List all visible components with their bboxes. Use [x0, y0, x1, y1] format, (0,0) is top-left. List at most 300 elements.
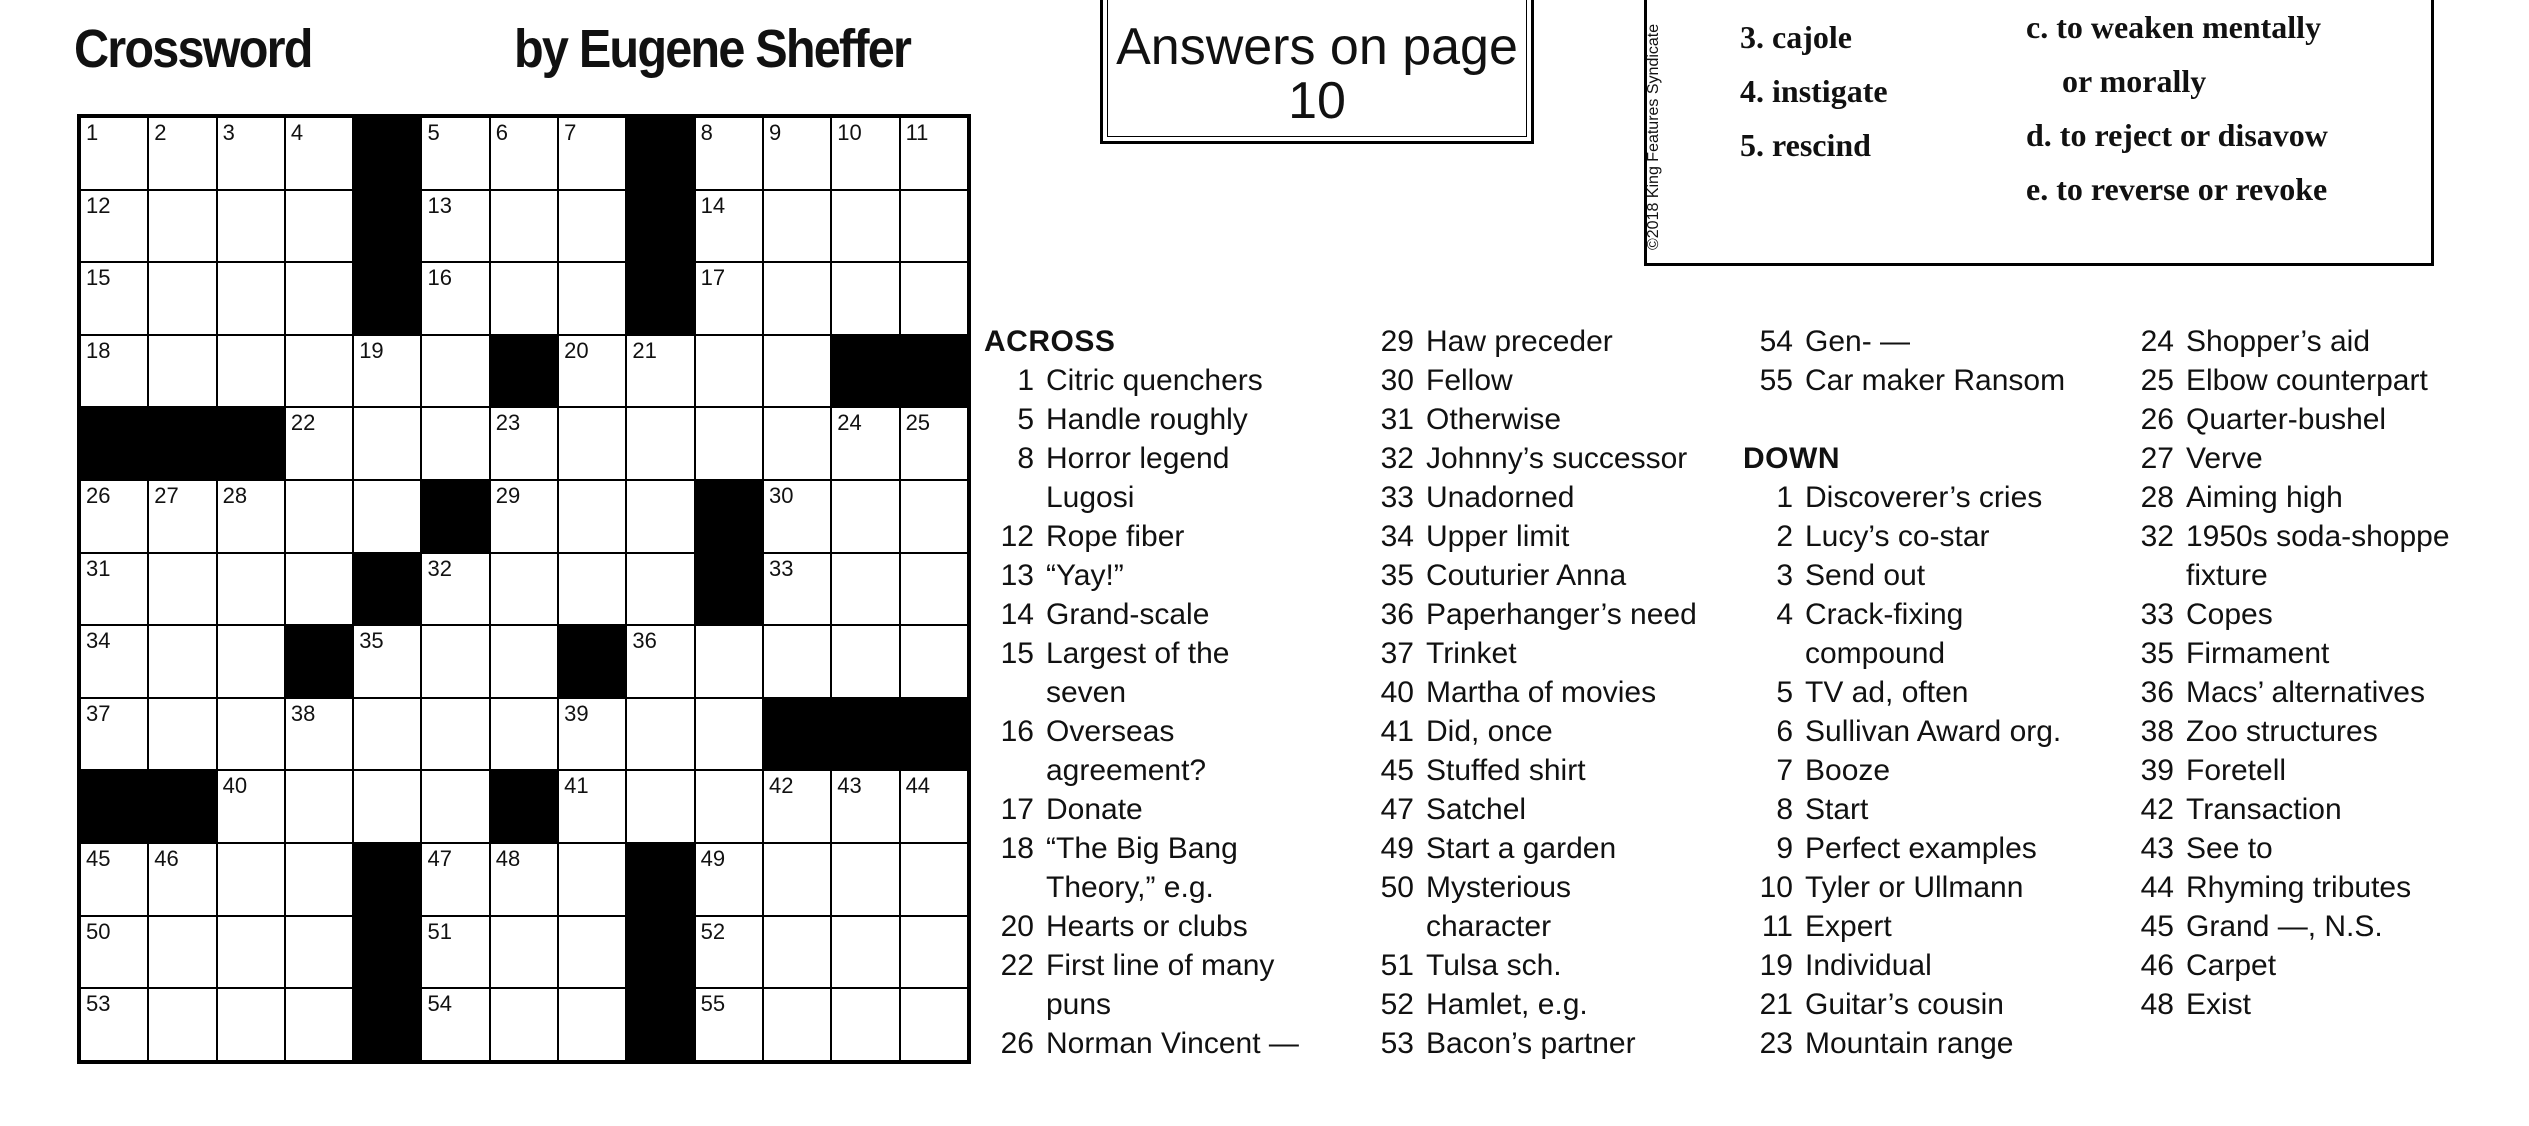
clue-number: 16: [1000, 715, 1034, 748]
grid-cell[interactable]: [148, 988, 216, 1061]
clue-item: [2124, 634, 2524, 673]
grid-cell[interactable]: [148, 843, 216, 916]
grid-cell[interactable]: [558, 262, 626, 335]
grid-cell[interactable]: [353, 480, 421, 553]
grid-cell[interactable]: [285, 117, 353, 190]
clue-text: Sullivan Award org.: [1805, 715, 2062, 748]
grid-cell[interactable]: [695, 770, 763, 843]
clue-text: Unadorned: [1426, 481, 1575, 514]
cell-number: 18: [86, 337, 111, 363]
clue-item: [984, 595, 1344, 634]
clue-number: [1364, 907, 1414, 946]
clue-number: 47: [1380, 793, 1414, 826]
clue-number: 37: [1380, 637, 1414, 670]
vocab-word: 4. instigate: [1740, 73, 1888, 109]
grid-cell[interactable]: [80, 916, 148, 989]
clue-text: Crack-fixing: [1805, 598, 1964, 631]
clue-text: Hamlet, e.g.: [1426, 988, 1588, 1021]
grid-cell[interactable]: [285, 916, 353, 989]
clue-item: [984, 712, 1344, 751]
grid-cell[interactable]: [285, 553, 353, 626]
clue-number: 36: [2140, 676, 2174, 709]
grid-cell[interactable]: [148, 335, 216, 408]
clue-text: Carpet: [2186, 949, 2277, 982]
grid-cell[interactable]: [148, 117, 216, 190]
cell-number: 17: [700, 265, 726, 291]
grid-cell[interactable]: [695, 698, 763, 771]
grid-cell[interactable]: [558, 553, 626, 626]
grid-cell[interactable]: [900, 770, 968, 843]
grid-cell[interactable]: [353, 770, 421, 843]
grid-cell[interactable]: [831, 553, 899, 626]
clue-number: 21: [1759, 988, 1793, 1021]
grid-cell[interactable]: [80, 117, 148, 190]
clue-text: 1950s soda-shoppe: [2186, 520, 2450, 553]
clue-number: [984, 673, 1034, 712]
grid-cell[interactable]: [217, 770, 285, 843]
clue-item: [1743, 790, 2113, 829]
grid-cell[interactable]: [217, 262, 285, 335]
black-square: [831, 335, 899, 408]
grid-cell[interactable]: [558, 698, 626, 771]
clue-text: Martha of movies: [1426, 676, 1657, 709]
grid-cell[interactable]: [763, 335, 831, 408]
grid-cell[interactable]: [558, 407, 626, 480]
black-square: [285, 625, 353, 698]
black-square: [148, 770, 216, 843]
grid-cell[interactable]: [626, 407, 694, 480]
grid-cell[interactable]: [490, 262, 558, 335]
grid-cell[interactable]: [695, 843, 763, 916]
grid-cell[interactable]: [831, 625, 899, 698]
grid-cell[interactable]: [421, 117, 489, 190]
black-square: [900, 698, 968, 771]
clue-item: [2124, 517, 2524, 556]
grid-cell[interactable]: [695, 262, 763, 335]
clue-item: [984, 400, 1344, 439]
grid-cell[interactable]: [285, 262, 353, 335]
clue-item: [984, 985, 1344, 1024]
grid-cell[interactable]: [831, 770, 899, 843]
grid-cell[interactable]: [148, 262, 216, 335]
clue-number: 43: [2140, 832, 2174, 865]
cell-number: 51: [427, 918, 452, 944]
grid-cell[interactable]: [763, 117, 831, 190]
grid-cell[interactable]: [421, 698, 489, 771]
clue-number: 32: [1380, 442, 1414, 475]
clue-text: Start a garden: [1426, 832, 1617, 865]
grid-cell[interactable]: [900, 480, 968, 553]
clue-item: [1743, 322, 2113, 361]
clue-number: 19: [1759, 949, 1793, 982]
black-square: [558, 625, 626, 698]
clue-number: 15: [1000, 637, 1034, 670]
grid-cell[interactable]: [285, 698, 353, 771]
clue-number: 3: [1776, 559, 1793, 592]
grid-cell[interactable]: [763, 553, 831, 626]
grid-cell[interactable]: [558, 480, 626, 553]
grid-cell[interactable]: [217, 988, 285, 1061]
grid-cell[interactable]: [490, 480, 558, 553]
grid-cell[interactable]: [217, 843, 285, 916]
clue-number: 7: [1776, 754, 1793, 787]
clue-item: [1364, 946, 1714, 985]
clue-item: [1364, 985, 1714, 1024]
clue-text: puns: [1046, 988, 1112, 1021]
cell-number: 20: [564, 337, 589, 363]
grid-cell[interactable]: [558, 117, 626, 190]
black-square: [626, 988, 694, 1061]
grid-cell[interactable]: [900, 988, 968, 1061]
clue-text: Haw preceder: [1426, 325, 1613, 358]
grid-cell[interactable]: [490, 117, 558, 190]
clue-text: Start: [1805, 793, 1869, 826]
cell-number: 3: [222, 120, 235, 145]
grid-cell[interactable]: [353, 698, 421, 771]
grid-cell[interactable]: [421, 770, 489, 843]
clue-text: Send out: [1805, 559, 1926, 592]
clue-item: [1364, 517, 1714, 556]
grid-cell[interactable]: [285, 988, 353, 1061]
clue-number: 51: [1380, 949, 1414, 982]
grid-cell[interactable]: [626, 553, 694, 626]
clue-text: Zoo structures: [2186, 715, 2378, 748]
clue-text: Copes: [2186, 598, 2273, 631]
grid-cell[interactable]: [285, 480, 353, 553]
clue-number: 30: [1380, 364, 1414, 397]
cell-number: 36: [632, 628, 657, 654]
clue-number: 50: [1380, 871, 1414, 904]
clue-number: 33: [2140, 598, 2174, 631]
grid-cell[interactable]: [148, 553, 216, 626]
grid-cell[interactable]: [900, 117, 968, 190]
cell-number: 44: [905, 773, 931, 799]
grid-cell[interactable]: [695, 407, 763, 480]
vocab-definitions: [2026, 0, 2328, 216]
grid-cell[interactable]: [285, 770, 353, 843]
clue-text: “Yay!”: [1046, 559, 1124, 592]
grid-cell[interactable]: [217, 625, 285, 698]
clue-item: [1743, 361, 2113, 400]
grid-cell[interactable]: [421, 988, 489, 1061]
grid-cell[interactable]: [900, 407, 968, 480]
clue-item: [2124, 868, 2524, 907]
grid-cell[interactable]: [558, 190, 626, 263]
grid-cell[interactable]: [490, 916, 558, 989]
cell-number: 41: [564, 773, 589, 799]
grid-cell[interactable]: [421, 625, 489, 698]
clue-text: Handle roughly: [1046, 403, 1248, 436]
black-square: [900, 335, 968, 408]
vocab-word: 5. rescind: [1740, 127, 1871, 163]
grid-cell[interactable]: [831, 988, 899, 1061]
cell-number: 10: [837, 120, 862, 145]
clue-number: 25: [2140, 364, 2174, 397]
clue-item: [2124, 907, 2524, 946]
cell-number: 25: [905, 410, 931, 436]
clues-column-4: [2124, 322, 2524, 1024]
clue-number: 23: [1759, 1027, 1793, 1060]
clue-item: [984, 439, 1344, 478]
copyright-notice: ©2018 King Features Syndicate: [1645, 23, 1662, 250]
clues-column-2: [1364, 322, 1714, 1063]
clue-number: 52: [1380, 988, 1414, 1021]
grid-cell[interactable]: [763, 262, 831, 335]
clue-item: [1364, 907, 1714, 946]
grid-cell[interactable]: [285, 335, 353, 408]
clue-number: [2124, 556, 2174, 595]
clue-text: Booze: [1805, 754, 1891, 787]
grid-cell[interactable]: [421, 335, 489, 408]
clue-number: [1743, 634, 1793, 673]
clue-text: Perfect examples: [1805, 832, 2037, 865]
grid-cell[interactable]: [421, 916, 489, 989]
clue-text: Exist: [2186, 988, 2252, 1021]
grid-cell[interactable]: [353, 407, 421, 480]
grid-cell[interactable]: [80, 988, 148, 1061]
cell-number: 37: [86, 700, 111, 726]
grid-cell[interactable]: [148, 190, 216, 263]
clue-number: 48: [2140, 988, 2174, 1021]
grid-cell[interactable]: [421, 262, 489, 335]
clue-text: Foretell: [2186, 754, 2287, 787]
grid-cell[interactable]: [80, 480, 148, 553]
grid-cell[interactable]: [490, 190, 558, 263]
clue-text: Aiming high: [2186, 481, 2343, 514]
grid-cell[interactable]: [900, 916, 968, 989]
grid-cell[interactable]: [763, 480, 831, 553]
clue-text: Hearts or clubs: [1046, 910, 1248, 943]
grid-cell[interactable]: [80, 553, 148, 626]
clue-item: [1743, 478, 2113, 517]
clue-text: Discoverer’s cries: [1805, 481, 2043, 514]
cell-number: 22: [290, 410, 316, 436]
grid-cell[interactable]: [490, 553, 558, 626]
grid-cell[interactable]: [695, 190, 763, 263]
grid-cell[interactable]: [353, 625, 421, 698]
grid-cell[interactable]: [80, 625, 148, 698]
grid-cell[interactable]: [558, 335, 626, 408]
grid-cell[interactable]: [900, 625, 968, 698]
grid-cell[interactable]: [490, 988, 558, 1061]
grid-cell[interactable]: [626, 770, 694, 843]
clue-text: Did, once: [1426, 715, 1553, 748]
grid-cell[interactable]: [831, 843, 899, 916]
clue-text: Grand —, N.S.: [2186, 910, 2383, 943]
clue-number: 6: [1776, 715, 1793, 748]
grid-cell[interactable]: [763, 625, 831, 698]
black-square: [80, 770, 148, 843]
clue-number: 5: [1017, 403, 1034, 436]
grid-cell[interactable]: [763, 770, 831, 843]
cell-number: 28: [222, 482, 248, 508]
clue-number: 1: [1017, 364, 1034, 397]
grid-cell[interactable]: [763, 407, 831, 480]
clue-number: 54: [1759, 325, 1793, 358]
grid-cell[interactable]: [763, 916, 831, 989]
clue-number: 40: [1380, 676, 1414, 709]
clue-number: [984, 985, 1034, 1024]
clue-item: [1364, 361, 1714, 400]
grid-cell[interactable]: [831, 407, 899, 480]
grid-cell[interactable]: [695, 335, 763, 408]
grid-cell[interactable]: [763, 843, 831, 916]
grid-cell[interactable]: [626, 698, 694, 771]
grid-cell[interactable]: [217, 698, 285, 771]
clue-text: Donate: [1046, 793, 1143, 826]
grid-cell[interactable]: [490, 698, 558, 771]
clue-text: Mountain range: [1805, 1027, 2014, 1060]
clue-item: [2124, 946, 2524, 985]
clue-text: Transaction: [2186, 793, 2342, 826]
grid-cell[interactable]: [490, 625, 558, 698]
grid-cell[interactable]: [831, 262, 899, 335]
grid-cell[interactable]: [763, 988, 831, 1061]
black-square: [217, 407, 285, 480]
clue-text: Gen- —: [1805, 325, 1911, 358]
grid-cell[interactable]: [285, 407, 353, 480]
grid-cell[interactable]: [831, 480, 899, 553]
grid-cell[interactable]: [900, 190, 968, 263]
grid-cell[interactable]: [148, 480, 216, 553]
grid-cell[interactable]: [217, 916, 285, 989]
grid-cell[interactable]: [831, 916, 899, 989]
clue-text: Elbow counterpart: [2186, 364, 2428, 397]
clue-item: [1743, 868, 2113, 907]
grid-cell[interactable]: [80, 335, 148, 408]
grid-cell[interactable]: [421, 190, 489, 263]
answers-note-box: [1100, 0, 1534, 144]
grid-cell[interactable]: [148, 698, 216, 771]
grid-cell[interactable]: [695, 988, 763, 1061]
cell-number: 53: [86, 991, 111, 1017]
grid-cell[interactable]: [421, 843, 489, 916]
grid-cell[interactable]: [80, 262, 148, 335]
grid-cell[interactable]: [490, 843, 558, 916]
clue-number: 46: [2140, 949, 2174, 982]
clue-text: Theory,” e.g.: [1046, 871, 1214, 904]
grid-cell[interactable]: [558, 988, 626, 1061]
cell-number: 8: [700, 120, 713, 145]
grid-cell[interactable]: [148, 916, 216, 989]
grid-cell[interactable]: [626, 335, 694, 408]
clue-item: [1364, 829, 1714, 868]
black-square: [626, 843, 694, 916]
vocab-definition: d. to reject or disavow: [2026, 117, 2328, 153]
cell-number: 40: [222, 773, 248, 799]
grid-cell[interactable]: [558, 843, 626, 916]
clue-text: First line of many: [1046, 949, 1275, 982]
cell-number: 1: [86, 120, 99, 145]
grid-cell[interactable]: [217, 480, 285, 553]
grid-cell[interactable]: [217, 117, 285, 190]
grid-cell[interactable]: [626, 480, 694, 553]
grid-cell[interactable]: [558, 770, 626, 843]
clue-text: Quarter-bushel: [2186, 403, 2387, 436]
cell-number: 13: [427, 192, 452, 218]
clue-number: [984, 868, 1034, 907]
clue-item: [1743, 946, 2113, 985]
grid-cell[interactable]: [80, 190, 148, 263]
clue-number: 45: [1380, 754, 1414, 787]
grid-cell[interactable]: [900, 553, 968, 626]
clue-item: [2124, 556, 2524, 595]
answers-note-page: 10: [1288, 72, 1346, 130]
grid-cell[interactable]: [217, 553, 285, 626]
cell-number: 54: [427, 991, 452, 1017]
cell-number: 43: [837, 773, 862, 799]
cell-number: 50: [86, 918, 111, 944]
grid-cell[interactable]: [421, 553, 489, 626]
grid-cell[interactable]: [148, 625, 216, 698]
clue-number: 10: [1759, 871, 1793, 904]
clue-text: Paperhanger’s need: [1426, 598, 1697, 631]
clue-item: [1364, 556, 1714, 595]
clue-item: [2124, 439, 2524, 478]
black-square: [626, 117, 694, 190]
grid-cell[interactable]: [695, 117, 763, 190]
cell-number: 4: [290, 120, 304, 145]
cell-number: 16: [427, 265, 452, 291]
clue-item: [1364, 478, 1714, 517]
grid-cell[interactable]: [626, 625, 694, 698]
grid-cell[interactable]: [900, 262, 968, 335]
grid-cell[interactable]: [558, 916, 626, 989]
clue-number: 8: [1017, 442, 1034, 475]
grid-cell[interactable]: [421, 407, 489, 480]
grid-cell[interactable]: [763, 190, 831, 263]
grid-cell[interactable]: [217, 335, 285, 408]
grid-cell[interactable]: [490, 407, 558, 480]
black-square: [626, 190, 694, 263]
clue-number: 45: [2140, 910, 2174, 943]
grid-cell[interactable]: [900, 843, 968, 916]
clue-item: [2124, 322, 2524, 361]
clue-item: [1364, 712, 1714, 751]
clue-text: Tyler or Ullmann: [1805, 871, 2024, 904]
clue-number: 24: [2140, 325, 2174, 358]
grid-cell[interactable]: [217, 190, 285, 263]
cell-number: 12: [86, 192, 111, 218]
cell-number: 33: [768, 555, 794, 581]
grid-cell[interactable]: [695, 916, 763, 989]
clue-number: 38: [2140, 715, 2174, 748]
clue-text: Rope fiber: [1046, 520, 1185, 553]
grid-cell[interactable]: [80, 698, 148, 771]
cell-number: 45: [86, 845, 111, 871]
clue-item: [984, 907, 1344, 946]
grid-cell[interactable]: [831, 190, 899, 263]
clue-item: [2124, 400, 2524, 439]
grid-cell[interactable]: [831, 117, 899, 190]
clue-text: Lugosi: [1046, 481, 1135, 514]
grid-cell[interactable]: [285, 843, 353, 916]
grid-cell[interactable]: [80, 843, 148, 916]
grid-cell[interactable]: [695, 625, 763, 698]
cell-number: 55: [700, 991, 726, 1017]
clue-number: 26: [2140, 403, 2174, 436]
cell-number: 2: [154, 120, 167, 145]
grid-cell[interactable]: [353, 335, 421, 408]
clue-item: [984, 517, 1344, 556]
cell-number: 23: [495, 410, 521, 436]
clue-item: [984, 790, 1344, 829]
down-heading: DOWN: [1743, 442, 1840, 475]
clue-text: Tulsa sch.: [1426, 949, 1562, 982]
grid-cell[interactable]: [285, 190, 353, 263]
clue-number: 32: [2140, 520, 2174, 553]
black-square: [353, 988, 421, 1061]
